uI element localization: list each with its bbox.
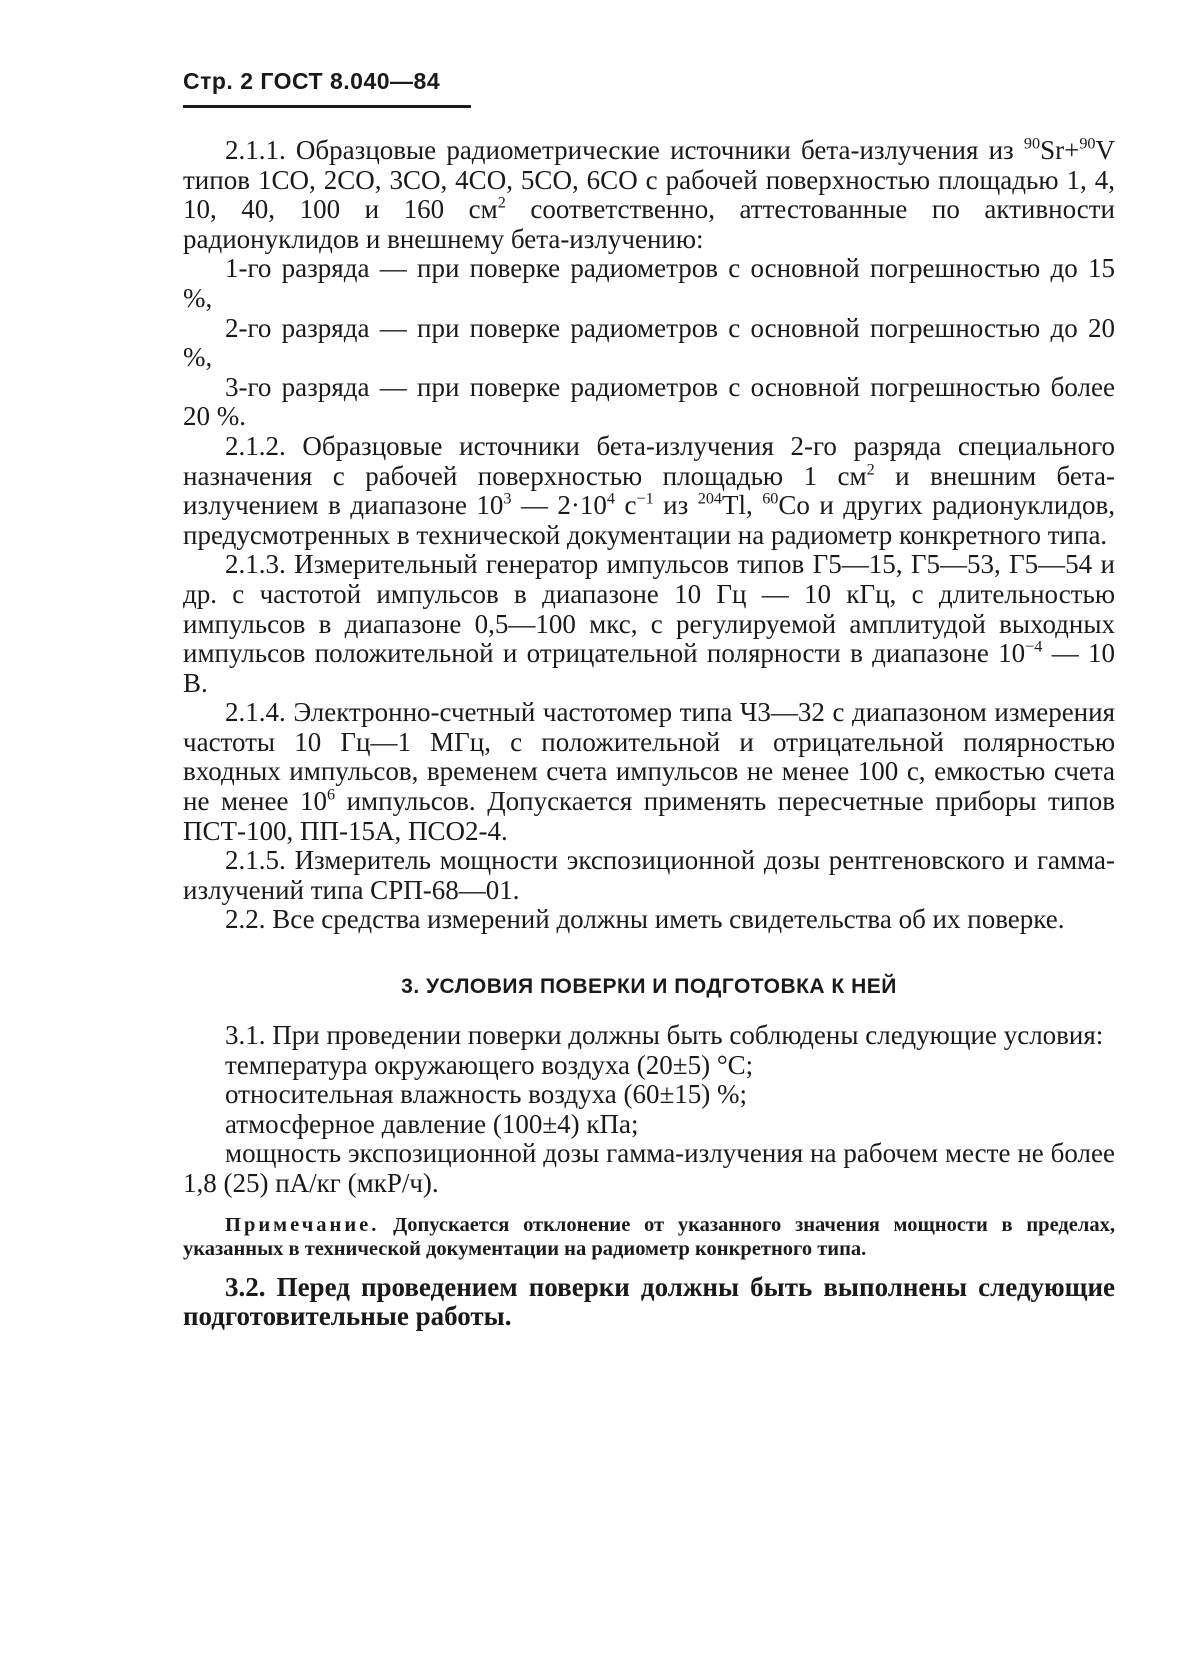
superscript: 90 bbox=[1023, 134, 1041, 153]
text-run: и внешним бета-излучением в диапазоне 10 bbox=[183, 460, 1116, 521]
page-header: Стр. 2 ГОСТ 8.040—84 bbox=[183, 68, 471, 108]
paragraph-3-2: 3.2. Перед проведением поверки должны быть выполнены следующие подготовительные работы. bbox=[183, 1271, 1115, 1332]
text-run: 2.1.2. Образцовые источники бета-излучения 2-го разряда специального назначения с рабочей поверхностью площадью 1 см bbox=[183, 430, 1115, 491]
text-run: V типов 1СО, 2СО, 3СО, 4СО, 5СО, 6СО с рабочей поверхностью площадью 1, 4, 10, 40, 100 и 160 см bbox=[183, 135, 1115, 225]
note-label: Примечание. bbox=[225, 1213, 380, 1236]
text-run: 2.1.4. Электронно-счетный частотомер типа Ч3—32 с диапазоном измерения частоты 10 Гц—1 МГц, с положительной и отрицательной полярностью входных импульсов, временем счета импульсов не менее 100 с, емкостью счета не менее 10 bbox=[183, 697, 1115, 817]
paragraph-2-1-5: 2.1.5. Измеритель мощности экспозиционной дозы рентгеновского и гамма-излучений типа СРП-68—01. bbox=[183, 845, 1115, 905]
section-3-heading: 3. УСЛОВИЯ ПОВЕРКИ И ПОДГОТОВКА К НЕЙ bbox=[401, 975, 897, 999]
text-run: из bbox=[653, 490, 698, 521]
superscript: 2 bbox=[497, 193, 506, 212]
superscript: 3 bbox=[503, 489, 512, 508]
paragraph-3-1: 3.1. При проведении поверки должны быть соблюдены следующие условия: bbox=[225, 1020, 1104, 1051]
superscript: 4 bbox=[606, 489, 616, 508]
condition-item-1: температура окружающего воздуха (20±5) °С; bbox=[225, 1049, 754, 1080]
paragraph-2-2: 2.2. Все средства измерений должны иметь свидетельства об их поверке. bbox=[225, 904, 1065, 935]
superscript: 6 bbox=[326, 785, 336, 804]
text-run: 2.1.1. Образцовые радиометрические источники бета-излучения из bbox=[225, 135, 1024, 165]
text-run: Co и других радионуклидов, предусмотренных в технической документации на радиометр конкретного типа. bbox=[183, 490, 1116, 550]
superscript: 204 bbox=[697, 489, 722, 508]
superscript: 2 bbox=[866, 460, 875, 479]
paragraph-2-1-1 bbox=[183, 136, 1115, 254]
note-text: Допускается отклонение от указанного значения мощности в пределах, указанных в технической документации на радиометр конкретного типа. bbox=[183, 1213, 1115, 1260]
document-body bbox=[183, 136, 1115, 1332]
text-run: — 10 В. bbox=[183, 638, 1116, 698]
superscript: 60 bbox=[762, 489, 779, 508]
condition-item-3: атмосферное давление (100±4) кПа; bbox=[225, 1108, 639, 1139]
text-run: — 2·10 bbox=[511, 490, 607, 521]
text-run: 2.1.3. Измерительный генератор импульсов типов Г5—15, Г5—53, Г5—54 и др. с частотой импульсов в диапазоне 10 Гц — 10 кГц, с длительностью импульсов в диапазоне 0,5—100 мкс, с регулируемой амплитудой выходных импульсов положительной и отрицательной полярности в диапазоне 10 bbox=[183, 549, 1115, 669]
grade-item-3: 3-го разряда — при поверке радиометров с основной погрешностью более 20 %. bbox=[183, 371, 1115, 432]
superscript: −4 bbox=[1025, 637, 1043, 656]
condition-item-2: относительная влажность воздуха (60±15) %; bbox=[225, 1079, 748, 1110]
text-run: импульсов. Допускается применять пересчетные приборы типов ПСТ-100, ПП-15А, ПСО2-4. bbox=[183, 786, 1115, 846]
grade-item-1: 1-го разряда — при поверке радиометров с основной погрешностью до 15 %, bbox=[183, 253, 1115, 313]
text-run: соответственно, аттестованные по активности радионуклидов и внешнему бета-излучению: bbox=[183, 194, 1115, 254]
condition-item-4: мощность экспозиционной дозы гамма-излучения на рабочем месте не более 1,8 (25) пА/кг (мкР/ч). bbox=[183, 1138, 1115, 1198]
paragraph-2-1-4 bbox=[183, 698, 1115, 846]
text-run: Tl, bbox=[722, 490, 763, 521]
superscript: −1 bbox=[636, 489, 654, 508]
note-paragraph bbox=[183, 1213, 1115, 1261]
grade-item-2: 2-го разряда — при поверке радиометров с основной погрешностью до 20 %, bbox=[183, 312, 1115, 373]
paragraph-2-1-2 bbox=[183, 432, 1115, 550]
text-run: с bbox=[615, 490, 637, 521]
text-run: Sr+ bbox=[1040, 135, 1080, 165]
superscript: 90 bbox=[1079, 134, 1096, 153]
paragraph-2-1-3 bbox=[183, 550, 1115, 698]
